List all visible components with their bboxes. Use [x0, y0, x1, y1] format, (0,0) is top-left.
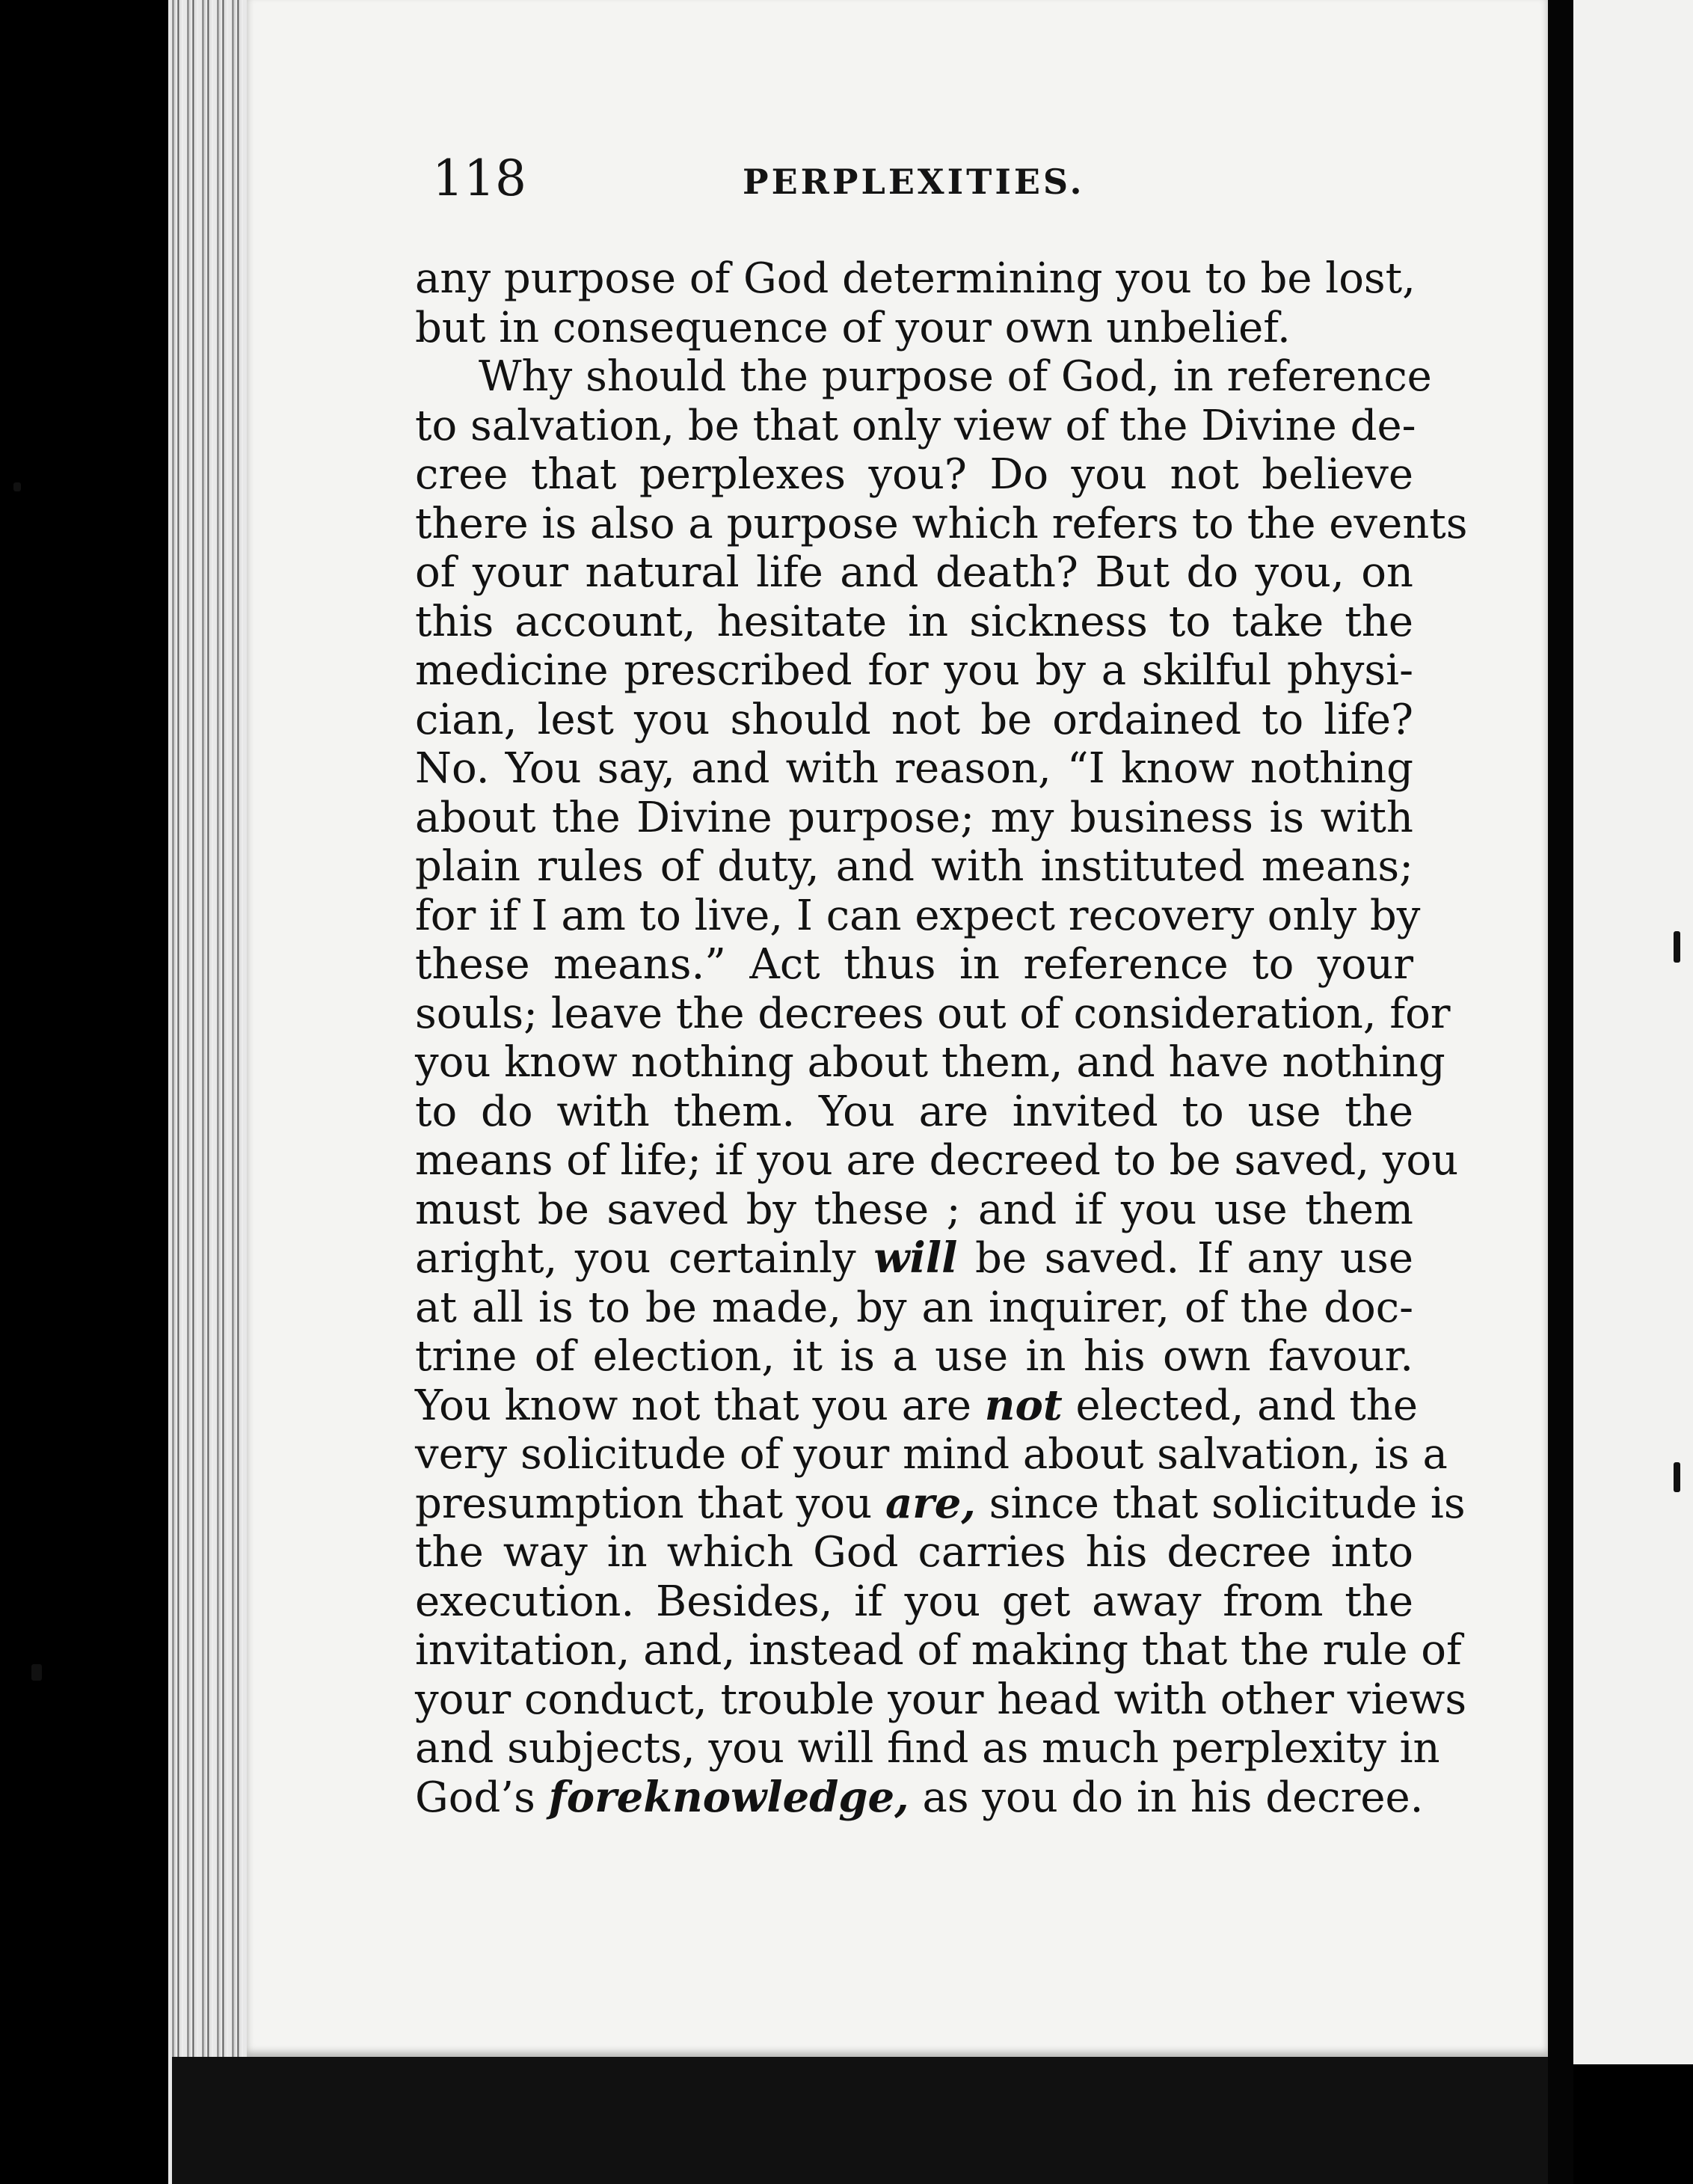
- text-run: elected, and the: [1062, 1381, 1418, 1430]
- page-number: 118: [432, 150, 526, 207]
- running-head: PERPLEXITIES.: [743, 162, 1085, 202]
- text-line: [415, 1577, 1413, 1627]
- text-run: execution. Besides, if you get away from the: [415, 1577, 1413, 1626]
- text-run: there is also a purpose which refers to the events: [415, 499, 1468, 548]
- text-line: [415, 744, 1413, 794]
- text-run: but in consequence of your own unbelief.: [415, 303, 1291, 352]
- scan-speck: [31, 1664, 42, 1681]
- text-run: about the Divine purpose; my business is with: [415, 793, 1413, 842]
- text-run: and subjects, you will find as much perplexity in: [415, 1724, 1440, 1773]
- text-line: [415, 989, 1451, 1039]
- text-run: aright, you certainly: [415, 1234, 874, 1283]
- text-line: [415, 1380, 1418, 1431]
- text-line: [415, 1136, 1459, 1185]
- text-run: this account, hesitate in sickness to take the: [415, 597, 1413, 646]
- text-run: God’s: [415, 1773, 549, 1822]
- text-run: presumption that you: [415, 1479, 885, 1528]
- text-run: your conduct, trouble your head with other views: [415, 1675, 1467, 1724]
- text-line: [415, 598, 1413, 647]
- text-line: [415, 1185, 1413, 1235]
- text-run: any purpose of God determining you to be lost,: [415, 254, 1416, 303]
- text-line: [415, 794, 1413, 843]
- page-header: [432, 150, 1412, 217]
- text-run: these means.” Act thus in reference to your: [415, 940, 1413, 989]
- text-run: the way in which God carries his decree into: [415, 1528, 1413, 1577]
- text-run: to do with them. You are invited to use the: [415, 1087, 1413, 1136]
- text-line: [415, 1038, 1445, 1088]
- text-run: means of life; if you are decreed to be saved, you: [415, 1136, 1459, 1185]
- text-line: [415, 646, 1413, 696]
- gutter-divider: [1548, 0, 1573, 2184]
- text-run: cree that perplexes you? Do you not believe: [415, 450, 1413, 499]
- scan-speck: [1674, 931, 1680, 963]
- text-run: trine of election, it is a use in his own favour.: [415, 1332, 1413, 1381]
- text-run: medicine prescribed for you by a skilful physi-: [415, 646, 1413, 695]
- text-line: [415, 401, 1416, 451]
- text-line: [415, 1724, 1440, 1773]
- text-run: Why should the purpose of God, in reference: [479, 352, 1432, 401]
- text-run: invitation, and, instead of making that the rule of: [415, 1626, 1462, 1675]
- text-run: cian, lest you should not be ordained to life?: [415, 695, 1413, 744]
- text-line: [415, 1332, 1413, 1381]
- text-line: [415, 254, 1416, 304]
- text-line: [415, 1675, 1467, 1725]
- text-run: of your natural life and death? But do you, on: [415, 548, 1413, 597]
- text-line: [415, 1772, 1424, 1823]
- text-run: for if I am to live, I can expect recovery only by: [415, 891, 1421, 940]
- text-run: as you do in his decree.: [909, 1773, 1424, 1822]
- text-run: souls; leave the decrees out of consideration, for: [415, 989, 1451, 1038]
- text-line: [415, 1088, 1413, 1137]
- text-line: [415, 1626, 1462, 1675]
- text-line: [415, 1234, 1413, 1283]
- facing-page-edge: [1573, 0, 1693, 2064]
- text-run: be saved. If any use: [957, 1234, 1413, 1283]
- text-run: you know nothing about them, and have nothing: [415, 1038, 1445, 1087]
- text-run: at all is to be made, by an inquirer, of the doc-: [415, 1283, 1413, 1332]
- text-line: [415, 1430, 1448, 1479]
- text-run: plain rules of duty, and with instituted means;: [415, 842, 1413, 891]
- text-run: very solicitude of your mind about salvation, is a: [415, 1430, 1448, 1479]
- text-line: [415, 1528, 1413, 1577]
- italic-word: will: [873, 1233, 958, 1283]
- text-line: [415, 499, 1468, 549]
- page-shadow: [172, 2057, 1570, 2184]
- text-line: [415, 304, 1413, 353]
- text-line: [415, 891, 1421, 941]
- text-run: to salvation, be that only view of the Divine de-: [415, 401, 1416, 450]
- text-run: You know not that you are: [415, 1381, 985, 1430]
- italic-word: are,: [885, 1478, 976, 1528]
- text-line: [415, 940, 1413, 990]
- text-line: [415, 548, 1413, 598]
- text-line: [415, 1283, 1413, 1333]
- text-line: [415, 352, 1432, 402]
- italic-word: not: [984, 1380, 1063, 1430]
- body-text: [415, 254, 1468, 1822]
- text-run: since that solicitude is: [975, 1479, 1466, 1528]
- text-line: [415, 842, 1413, 892]
- text-run: must be saved by these ; and if you use them: [415, 1185, 1413, 1234]
- italic-word: foreknowledge,: [548, 1772, 909, 1822]
- scan-speck: [1674, 1462, 1680, 1492]
- text-line: [415, 696, 1413, 745]
- scan-speck: [13, 482, 21, 491]
- text-line: [415, 1478, 1466, 1529]
- text-line: [415, 450, 1413, 500]
- text-run: No. You say, and with reason, “I know nothing: [415, 744, 1413, 793]
